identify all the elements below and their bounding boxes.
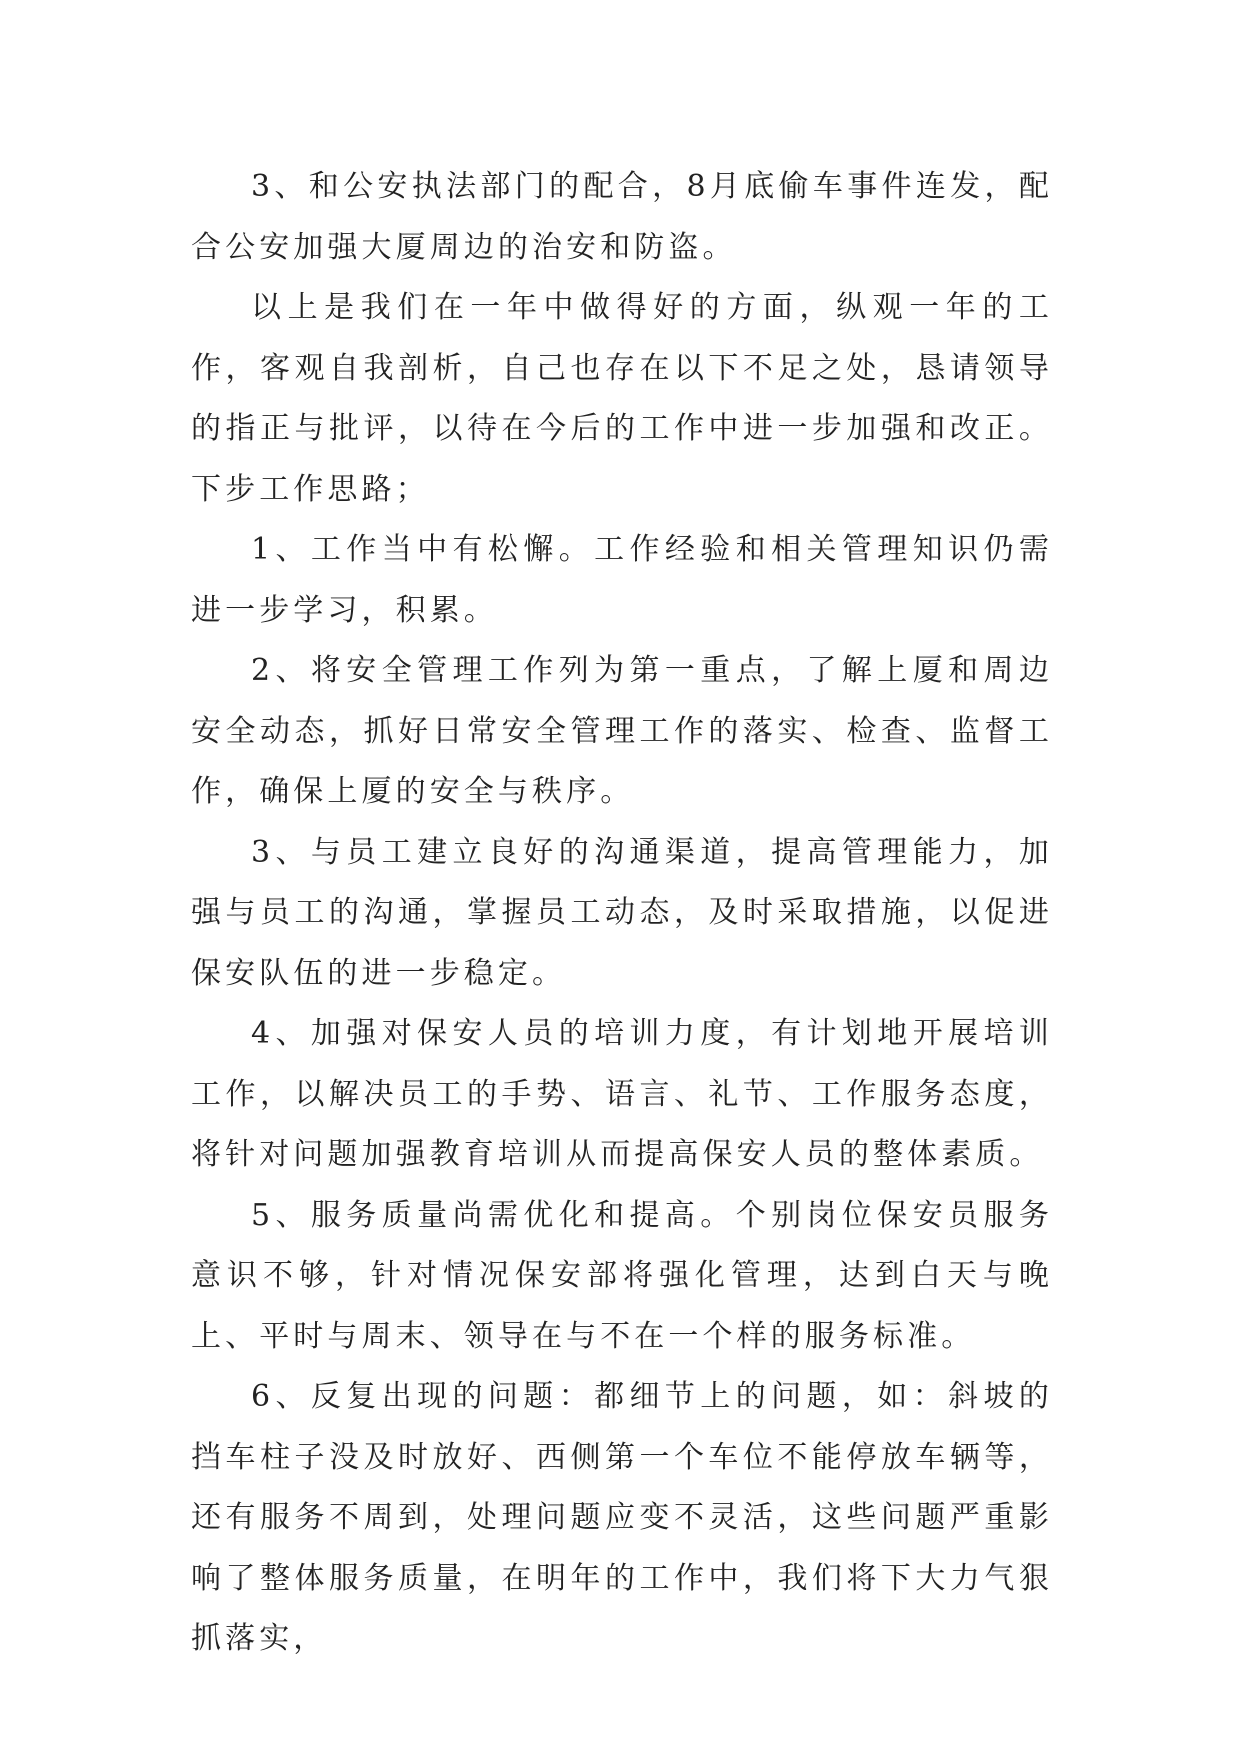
paragraph-3: 1、工作当中有松懈。工作经验和相关管理知识仍需进一步学习，积累。 (191, 532, 1053, 628)
paragraph-6: 4、加强对保安人员的培训力度，有计划地开展培训工作，以解决员工的手势、语言、礼节、工作服务态度，将针对问题加强教育培训从而提高保安人员的整体素质。 (191, 1016, 1053, 1172)
paragraph-7: 5、服务质量尚需优化和提高。个别岗位保安员服务意识不够，针对情况保安部将强化管理，达到白天与晚上、平时与周末、领导在与不在一个样的服务标准。 (191, 1197, 1053, 1354)
paragraph-8: 6、反复出现的问题：都细节上的问题，如：斜坡的挡车柱子没及时放好、西侧第一个车位不能停放车辆等，还有服务不周到，处理问题应变不灵活，这些问题严重影响了整体服务质量，在明年的工作中，我们将下大力气狠抓落实， (191, 1379, 1053, 1656)
paragraph-1: 3、和公安执法部门的配合，8月底偷车事件连发，配合公安加强大厦周边的治安和防盗。 (191, 169, 1053, 265)
paragraph-5: 3、与员工建立良好的沟通渠道，提高管理能力，加强与员工的沟通，掌握员工动态，及时采取措施，以促进保安队伍的进一步稳定。 (191, 834, 1053, 991)
paragraph-2: 以上是我们在一年中做得好的方面，纵观一年的工作，客观自我剖析，自己也存在以下不足之处，恳请领导的指正与批评，以待在今后的工作中进一步加强和改正。下步工作思路； (191, 290, 1053, 507)
document-body (191, 157, 1053, 1670)
paragraph-4: 2、将安全管理工作列为第一重点，了解上厦和周边安全动态，抓好日常安全管理工作的落实、检查、监督工作，确保上厦的安全与秩序。 (191, 653, 1053, 809)
